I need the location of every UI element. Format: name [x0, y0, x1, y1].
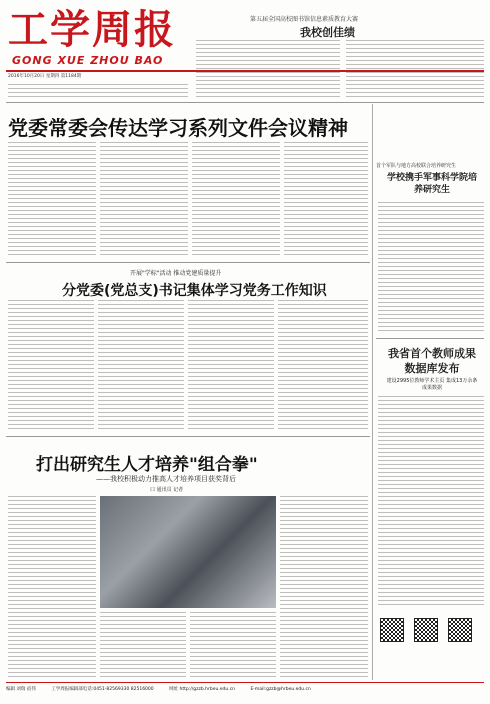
- lead-headline: 党委常委会传达学习系列文件会议精神: [8, 116, 348, 140]
- lead-body-col4: [284, 142, 368, 258]
- right-story-2-body: [378, 396, 484, 606]
- second-body-col2: [98, 300, 184, 430]
- qr-code-icon: [448, 618, 472, 642]
- masthead-pinyin: GONG XUE ZHOU BAO: [12, 54, 164, 67]
- section-divider-3: [6, 436, 370, 437]
- top-story-kicker: 第五届全国高校图书馆信息素质教育大赛: [250, 16, 359, 23]
- lead-body-col1: [8, 142, 96, 258]
- third-story-subhead: ——我校积极动力推高人才培养项目获奖背后: [96, 475, 236, 483]
- masthead-title: 工学周报: [8, 7, 176, 53]
- top-story-headline: 我校创佳绩: [300, 26, 355, 39]
- third-body-col3: [190, 612, 276, 678]
- third-story-photo: [100, 496, 276, 608]
- top-story-body-col1: [196, 40, 340, 98]
- footer-email[interactable]: E-mail:gzzb@hrbeu.edu.cn: [250, 687, 311, 692]
- right-story-1-headline: 学校携手军事科学院培养研究生: [386, 173, 477, 195]
- second-story-headline: 分党委(党总支)书记集体学习党务工作知识: [62, 283, 327, 299]
- qr-code-icon: [380, 618, 404, 642]
- footer-url[interactable]: 网址 http://gzzb.hrbeu.edu.cn: [169, 687, 236, 692]
- third-story-headline: 打出研究生人才培养"组合拳": [36, 455, 258, 475]
- third-body-col2: [100, 612, 186, 678]
- second-body-col4: [278, 300, 368, 430]
- qr-code-icon: [414, 618, 438, 642]
- second-story-kicker: 开展"学标"活动 推动党建质量提升: [130, 270, 222, 277]
- footer-editor: 编辑 刘瑞 宿伟: [6, 687, 36, 692]
- section-divider-2: [6, 262, 370, 263]
- third-body-col1: [8, 496, 96, 678]
- right-divider: [376, 338, 484, 339]
- issue-line: 2016年10月20日 星期四 第1184期: [8, 74, 82, 79]
- right-story-2-subhead: 建设2995位教师学术主页 集成13万余条成果数据: [386, 378, 478, 391]
- second-body-col1: [8, 300, 94, 430]
- right-story-1-kicker: 首个军队与地方高校联合培养研究生: [376, 163, 457, 169]
- right-story-1-body: [378, 202, 484, 332]
- right-story-2-headline: 我省首个教师成果数据库发布: [388, 347, 476, 375]
- third-body-col4: [280, 496, 368, 678]
- second-body-col3: [188, 300, 274, 430]
- top-story-body-col0: [8, 84, 188, 98]
- lead-body-col2: [100, 142, 188, 258]
- footer-contact: 工学周报编辑部电话:0451-82569330 82516000: [51, 687, 154, 692]
- page-footer: [6, 682, 484, 697]
- section-divider: [6, 102, 484, 103]
- top-story-body-col2: [346, 40, 484, 98]
- lead-body-col3: [192, 142, 280, 258]
- third-story-byline: 口 通讯员 记者: [150, 487, 184, 493]
- column-divider: [372, 104, 373, 680]
